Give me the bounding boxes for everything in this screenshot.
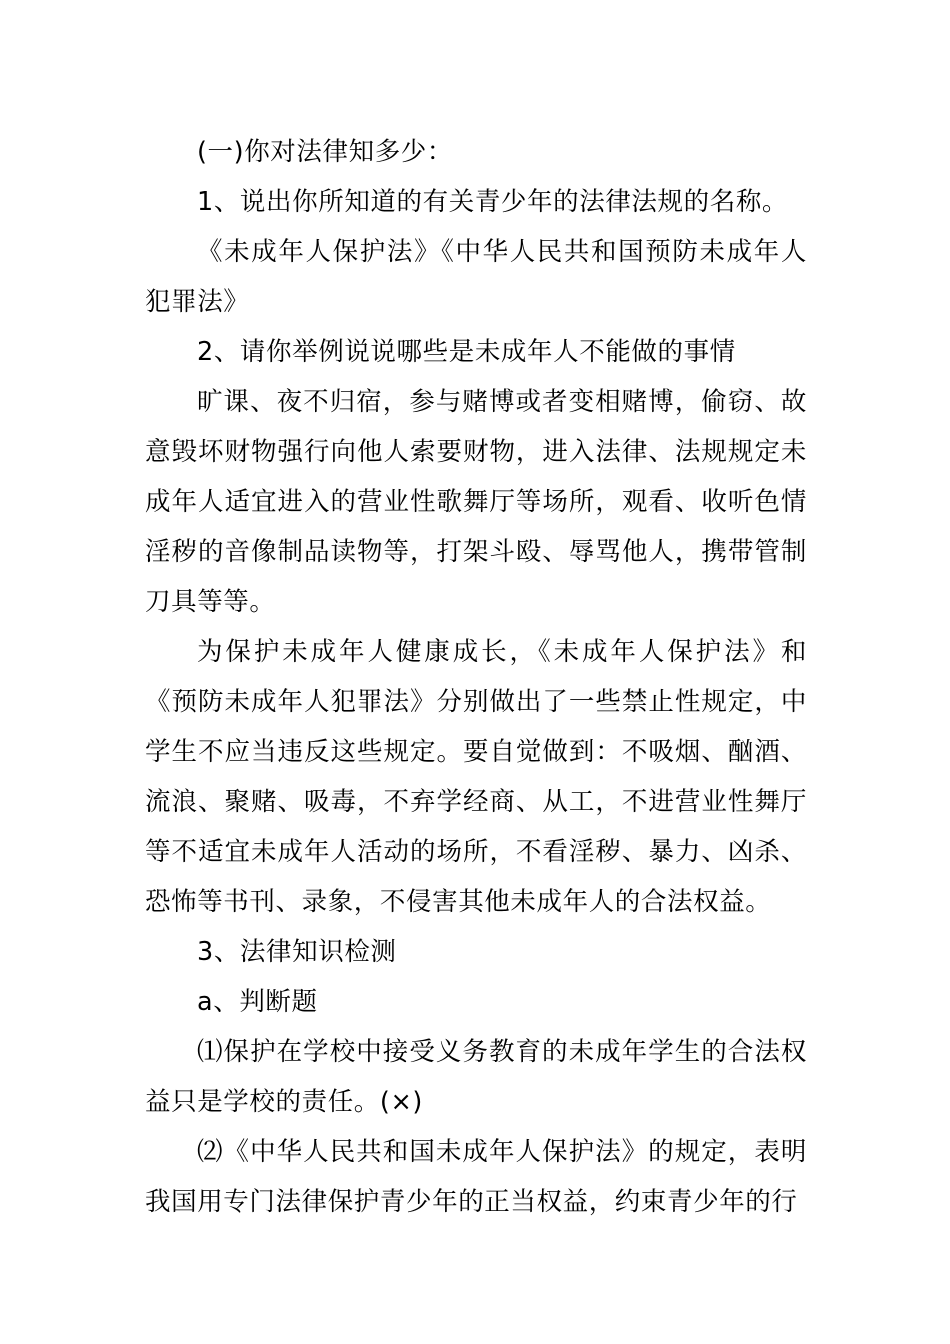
true-false-item-2: ⑵《中华人民共和国未成年人保护法》的规定，表明我国用专门法律保护青少年的正当权益，约束青少年的行 [145, 1137, 807, 1217]
question-1: 1、说出你所知道的有关青少年的法律法规的名称。 [197, 187, 789, 217]
section-heading: (一)你对法律知多少： [197, 137, 453, 167]
answer-1: 《未成年人保护法》《中华人民共和国预防未成年人犯罪法》 [145, 237, 807, 317]
answer-2: 旷课、夜不归宿，参与赌博或者变相赌博，偷窃、故意毁坏财物强行向他人索要财物，进入法律、法规规定未成年人适宜进入的营业性歌舞厅等场所，观看、收听色情淫秽的音像制品读物等，打架斗殴、辱骂他人，携带管制刀具等等。 [145, 387, 807, 617]
true-false-item-1: ⑴保护在学校中接受义务教育的未成年学生的合法权益只是学校的责任。(×) [145, 1037, 807, 1117]
body-paragraph: 为保护未成年人健康成长，《未成年人保护法》和《预防未成年人犯罪法》分别做出了一些禁止性规定，中学生不应当违反这些规定。要自觉做到：不吸烟、酗酒、流浪、聚赌、吸毒，不弃学经商、从工，不进营业性舞厅等不适宜未成年人活动的场所，不看淫秽、暴力、凶杀、恐怖等书刊、录象，不侵害其他未成年人的合法权益。 [145, 637, 807, 917]
question-2: 2、请你举例说说哪些是未成年人不能做的事情 [197, 337, 736, 367]
question-3: 3、法律知识检测 [197, 937, 397, 967]
subsection-heading: a、判断题 [197, 987, 318, 1017]
document-body [145, 127, 807, 1227]
